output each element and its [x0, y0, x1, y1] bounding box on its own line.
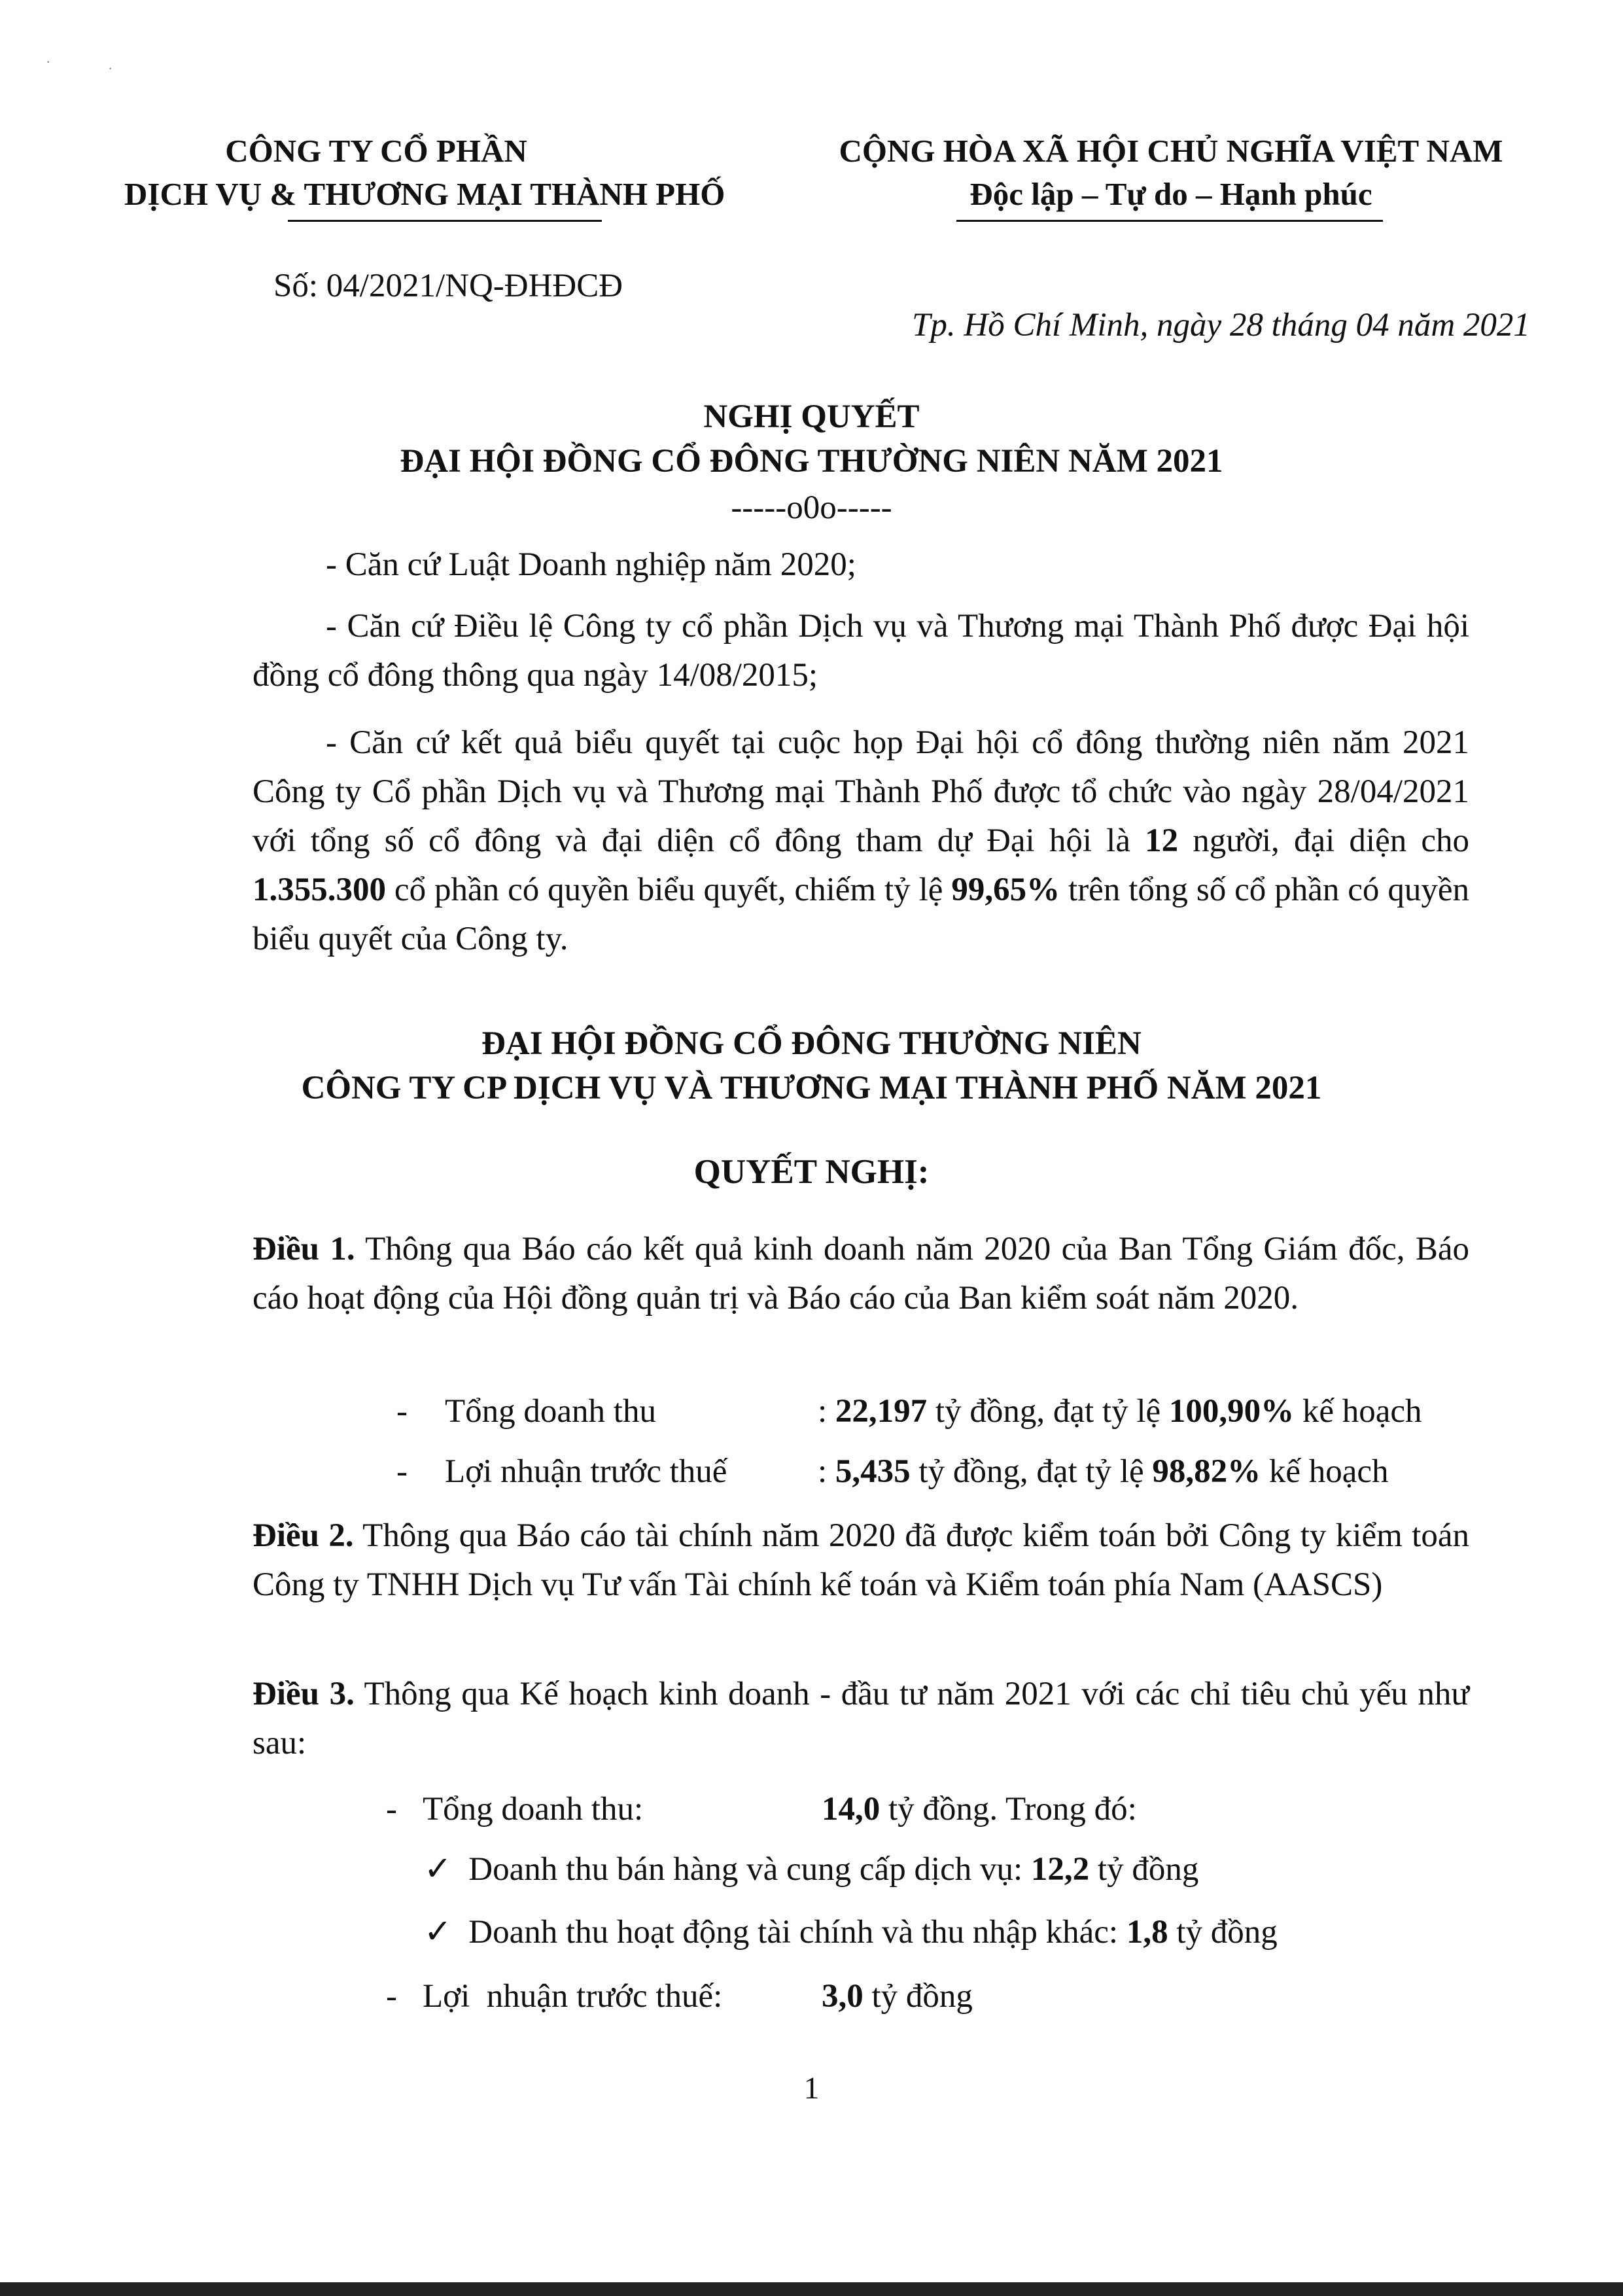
check-icon: ✓ [424, 1851, 452, 1888]
resolution-title: NGHỊ QUYẾT [703, 398, 920, 435]
basis-3: - Căn cứ kết quả biểu quyết tại cuộc họp Đại hội cổ đông thường niên năm 2021 Công ty Cổ phần Dịch vụ và Thương mại Thành Phố được tổ chức vào ngày 28/04/2021 với tổng số cổ đông và đại diện cổ đông tham dự Đại hội là 12 người, đại diện cho 1.355.300 cổ phần có quyền biểu quyết, chiếm tỷ lệ 99,65% trên tổng số cổ phần có quyền biểu quyết của Công ty. [253, 724, 1469, 957]
article-3-label: Điều 3. [253, 1676, 355, 1712]
scan-speck: · [108, 60, 113, 77]
article-3-sub-sales: ✓ Doanh thu bán hàng và cung cấp dịch vụ: 12,2 tỷ đồng [424, 1851, 1199, 1888]
title-ornament: -----o0o----- [731, 489, 892, 526]
nation-motto: Độc lập – Tự do – Hạnh phúc [969, 176, 1372, 212]
scan-bottom-edge [0, 2282, 1623, 2296]
article-3-revenue: - Tổng doanh thu: 14,0 tỷ đồng. Trong đó: [386, 1791, 1137, 1828]
article-1: Điều 1. Thông qua Báo cáo kết quả kinh doanh năm 2020 của Ban Tổng Giám đốc, Báo cáo hoạt động của Hội đồng quản trị và Báo cáo của Ban kiểm soát năm 2020. [253, 1231, 1470, 1316]
motto-underline [956, 220, 1383, 222]
basis-1: - Căn cứ Luật Doanh nghiệp năm 2020; [326, 546, 856, 583]
share-ratio: 99,65% [951, 872, 1060, 908]
article-3: Điều 3. Thông qua Kế hoạch kinh doanh - đầu tư năm 2021 với các chỉ tiêu chủ yếu như sau: [253, 1676, 1469, 1761]
article-2: Điều 2. Thông qua Báo cáo tài chính năm 2020 đã được kiểm toán bởi Công ty kiểm toán Công ty TNHH Dịch vụ Tư vấn Tài chính kế toán và Kiểm toán phía Nam (AASCS) [253, 1517, 1469, 1603]
page-number: 1 [803, 2071, 820, 2106]
check-icon: ✓ [424, 1914, 452, 1951]
basis-2: - Căn cứ Điều lệ Công ty cổ phần Dịch vụ và Thương mại Thành Phố được Đại hội đồng cổ đông thông qua ngày 14/08/2015; [253, 608, 1469, 694]
assembly-heading-line1: ĐẠI HỘI ĐỒNG CỔ ĐÔNG THƯỜNG NIÊN [481, 1025, 1142, 1062]
company-name-line1: CÔNG TY CỔ PHẦN [225, 133, 527, 169]
company-name-line2: DỊCH VỤ & THƯƠNG MẠI THÀNH PHỐ [124, 176, 725, 212]
article-2-label: Điều 2. [253, 1517, 354, 1554]
document-number: Số: 04/2021/NQ-ĐHĐCĐ [273, 268, 623, 304]
nation-title: CỘNG HÒA XÃ HỘI CHỦ NGHĨA VIỆT NAM [839, 133, 1503, 169]
place-date: Tp. Hồ Chí Minh, ngày 28 tháng 04 năm 2021 [912, 307, 1530, 344]
share-count: 1.355.300 [253, 872, 386, 908]
attendee-count: 12 [1145, 822, 1179, 859]
article-1-item-revenue: - Tổng doanh thu : 22,197 tỷ đồng, đạt tỷ lệ 100,90% kế hoạch [396, 1393, 1422, 1430]
article-1-item-profit: - Lợi nhuận trước thuế : 5,435 tỷ đồng, đạt tỷ lệ 98,82% kế hoạch [396, 1453, 1389, 1490]
article-3-profit: - Lợi nhuận trước thuế: 3,0 tỷ đồng [386, 1978, 973, 2015]
article-1-label: Điều 1. [253, 1231, 355, 1267]
resolves-heading: QUYẾT NGHỊ: [693, 1153, 930, 1191]
company-underline [288, 220, 602, 222]
resolution-subtitle: ĐẠI HỘI ĐỒNG CỔ ĐÔNG THƯỜNG NIÊN NĂM 2021 [400, 443, 1223, 480]
assembly-heading-line2: CÔNG TY CP DỊCH VỤ VÀ THƯƠNG MẠI THÀNH PHỐ NĂM 2021 [301, 1070, 1322, 1106]
scan-speck: · [46, 54, 51, 70]
article-3-sub-financial: ✓ Doanh thu hoạt động tài chính và thu nhập khác: 1,8 tỷ đồng [424, 1914, 1278, 1951]
